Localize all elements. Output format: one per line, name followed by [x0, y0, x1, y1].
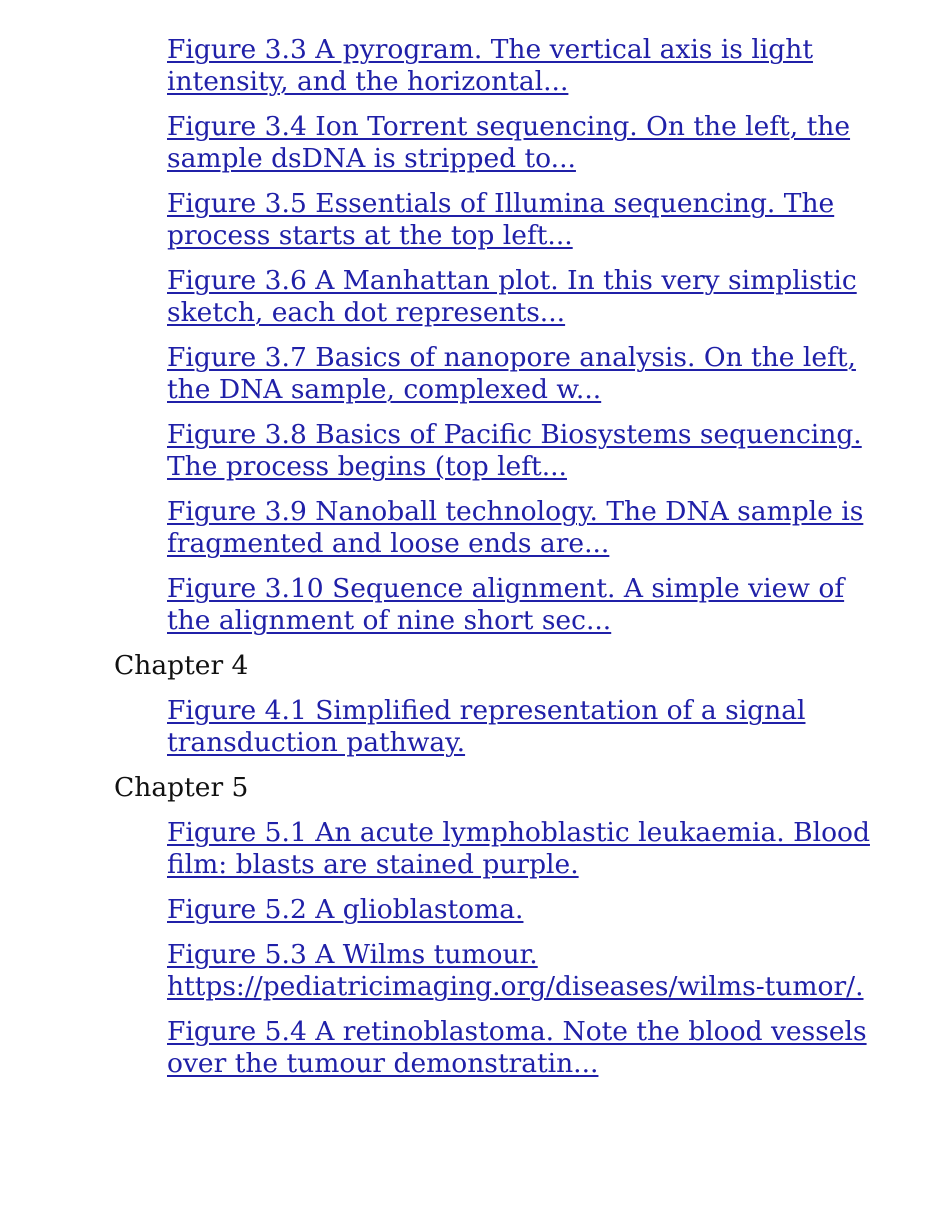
list-item	[167, 188, 879, 252]
chapter-4-heading: Chapter 4	[114, 650, 249, 681]
chapter-5-section	[0, 772, 949, 1080]
list-item	[167, 34, 879, 98]
chapter-4-section	[0, 650, 949, 759]
figure-3-5-link[interactable]: Figure 3.5 Essentials of Illumina sequencing. The process starts at the top left...	[167, 188, 835, 251]
chapter-5-heading: Chapter 5	[114, 772, 249, 803]
list-item	[167, 419, 879, 483]
list-item	[167, 111, 879, 175]
figure-4-1-link[interactable]: Figure 4.1 Simplified representation of a signal transduction pathway.	[167, 695, 806, 758]
list-item	[167, 265, 879, 329]
list-item	[167, 573, 879, 637]
chapter-3-figure-list	[0, 34, 949, 637]
figure-3-3-link[interactable]: Figure 3.3 A pyrogram. The vertical axis is light intensity, and the horizontal...	[167, 34, 813, 97]
figure-3-7-link[interactable]: Figure 3.7 Basics of nanopore analysis. On the left, the DNA sample, complexed w...	[167, 342, 856, 405]
figure-5-3-link[interactable]: Figure 5.3 A Wilms tumour. https://pediatricimaging.org/diseases/wilms-tumor/.	[167, 939, 864, 1002]
chapter-4-figure-list	[0, 695, 949, 759]
figure-3-9-link[interactable]: Figure 3.9 Nanoball technology. The DNA sample is fragmented and loose ends are...	[167, 496, 864, 559]
figure-3-8-link[interactable]: Figure 3.8 Basics of Pacific Biosystems sequencing. The process begins (top left...	[167, 419, 862, 482]
list-item	[167, 939, 879, 1003]
list-item	[167, 1016, 879, 1080]
figure-3-6-link[interactable]: Figure 3.6 A Manhattan plot. In this very simplistic sketch, each dot represents...	[167, 265, 857, 328]
list-item	[167, 342, 879, 406]
list-item	[167, 695, 879, 759]
figure-3-4-link[interactable]: Figure 3.4 Ion Torrent sequencing. On the left, the sample dsDNA is stripped to...	[167, 111, 851, 174]
chapter-5-figure-list	[0, 817, 949, 1080]
chapter-3-section	[0, 34, 949, 637]
figure-5-4-link[interactable]: Figure 5.4 A retinoblastoma. Note the blood vessels over the tumour demonstratin...	[167, 1016, 867, 1079]
list-item	[167, 894, 879, 926]
figure-5-2-link[interactable]: Figure 5.2 A glioblastoma.	[167, 894, 524, 925]
list-item	[167, 496, 879, 560]
figure-5-1-link[interactable]: Figure 5.1 An acute lymphoblastic leukaemia. Blood film: blasts are stained purple.	[167, 817, 870, 880]
list-item	[167, 817, 879, 881]
figure-3-10-link[interactable]: Figure 3.10 Sequence alignment. A simple view of the alignment of nine short sec...	[167, 573, 845, 636]
